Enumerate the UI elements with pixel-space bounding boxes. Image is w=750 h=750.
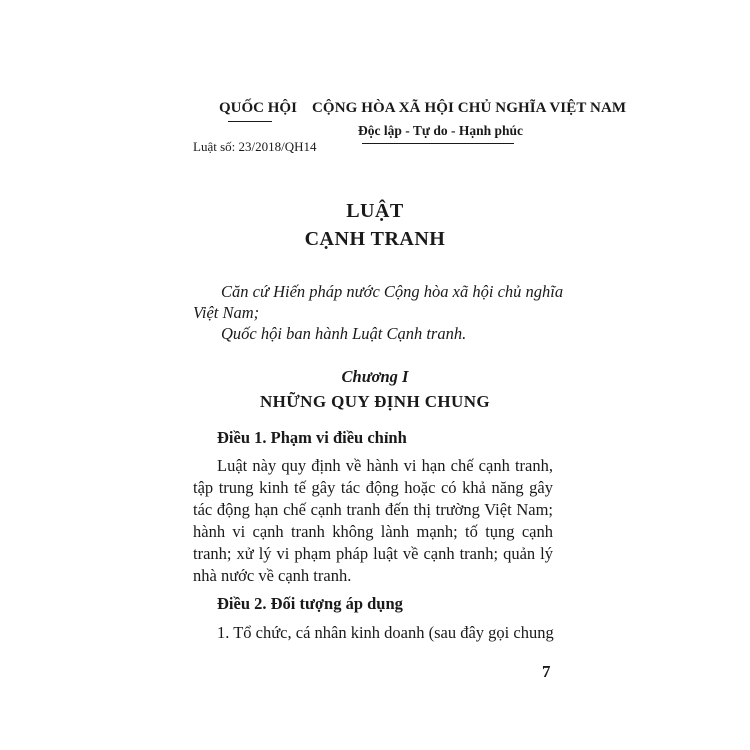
article-text-line: tập trung kinh tế gây tác động hoặc có khả năng gây: [193, 478, 553, 497]
document-type-title: LUẬT: [346, 200, 404, 222]
national-motto: Độc lập - Tự do - Hạnh phúc: [358, 123, 524, 138]
page-number: 7: [542, 662, 551, 681]
article-text-line: Luật này quy định về hành vi hạn chế cạnh tranh,: [217, 456, 553, 475]
article-heading: Điều 1. Phạm vi điều chỉnh: [217, 428, 407, 447]
issuing-organization: QUỐC HỘI: [219, 100, 297, 116]
article-text-line: hành vi cạnh tranh không lành mạnh; tố tụng cạnh: [193, 522, 553, 541]
motto-underline: [362, 143, 514, 144]
law-number: Luật số: 23/2018/QH14: [193, 139, 317, 154]
article-heading: Điều 2. Đối tượng áp dụng: [217, 594, 403, 613]
preamble-line: Căn cứ Hiến pháp nước Cộng hòa xã hội chủ nghĩa: [221, 282, 564, 301]
preamble-line: Quốc hội ban hành Luật Cạnh tranh.: [221, 324, 467, 343]
article-text-line: nhà nước về cạnh tranh.: [193, 566, 352, 585]
article-text-line: 1. Tổ chức, cá nhân kinh doanh (sau đây gọi chung: [217, 623, 554, 642]
article-text-line: tác động hạn chế cạnh tranh đến thị trường Việt Nam;: [193, 500, 553, 519]
preamble-line: Việt Nam;: [193, 303, 260, 322]
article-text-line: tranh; xử lý vi phạm pháp luật về cạnh tranh; quản lý: [193, 544, 553, 563]
chapter-title: NHỮNG QUY ĐỊNH CHUNG: [259, 392, 491, 411]
republic-name: CỘNG HÒA XÃ HỘI CHỦ NGHĨA VIỆT NAM: [312, 100, 627, 116]
document-title: CẠNH TRANH: [304, 228, 446, 250]
organization-underline: [228, 121, 272, 122]
chapter-label: Chương I: [341, 367, 409, 386]
